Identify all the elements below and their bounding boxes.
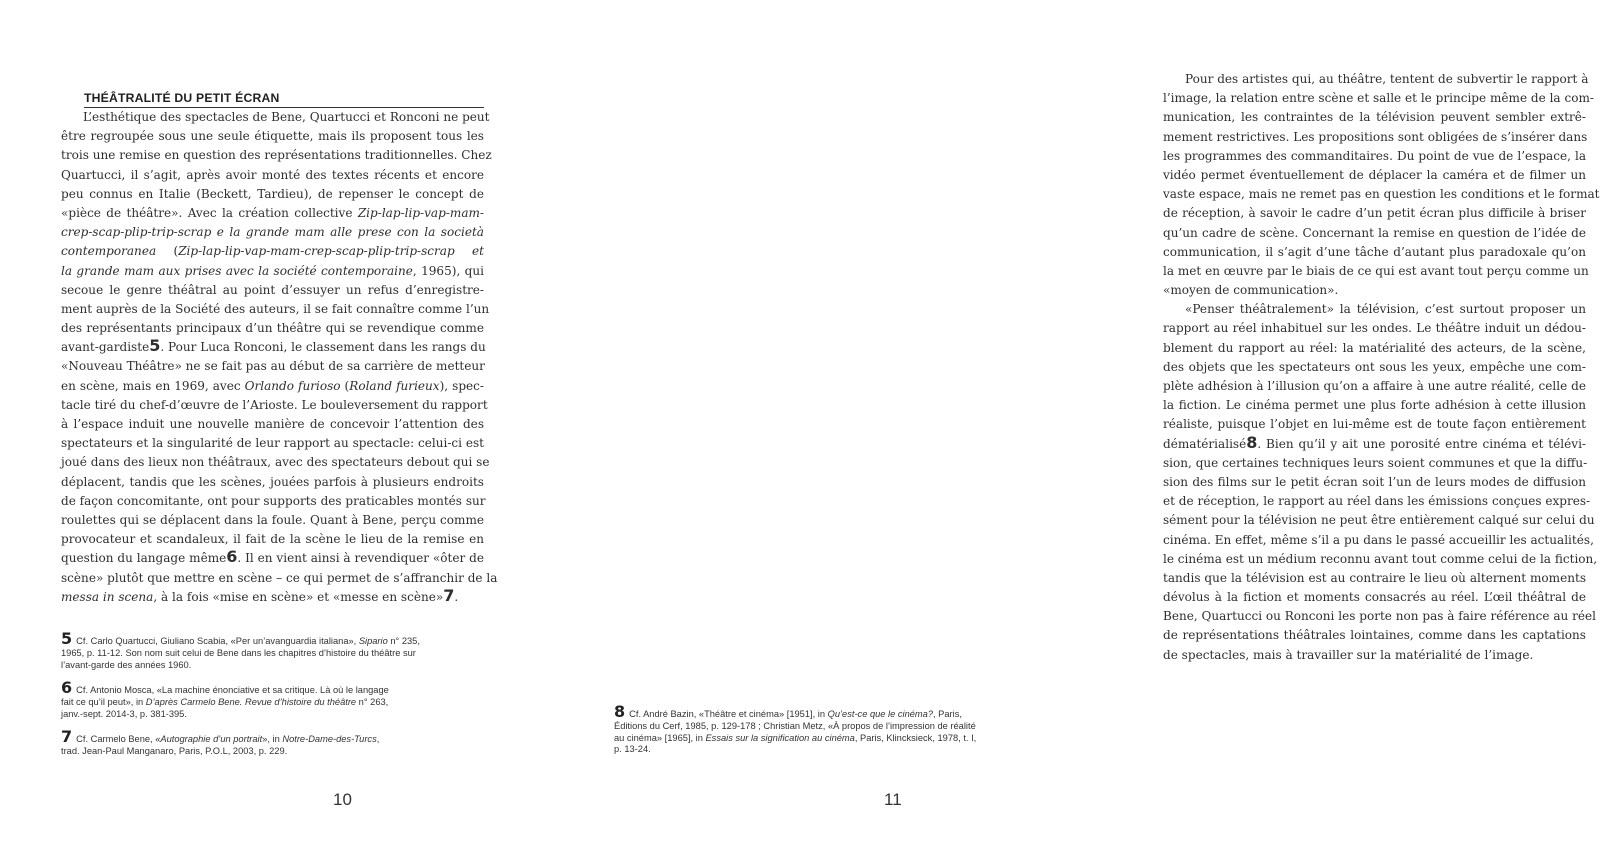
text-line: tandis que la télévision est au contraire le lieu où alternent moments xyxy=(1163,570,1586,585)
text-line: Quartucci, il s’agit, après avoir monté des textes récents et encore xyxy=(61,167,484,182)
text-line: des représentants principaux d’un théâtre qui se revendique comme xyxy=(61,321,484,336)
text-line: sion, que certaines techniques leurs soient communes et que la diffu- xyxy=(1163,455,1588,470)
footnote: 6 Cf. Antonio Mosca, «La machine énonciative et sa critique. Là où le langage fait ce qu’il peut», in D’après Carmelo Bene. Revue d’histoire du théâtre n° 263, janv.-sept. 2014-3, p. 381-395. xyxy=(61,678,389,719)
text-line: «moyen de communication». xyxy=(1163,283,1339,298)
text-line: des objets que les spectateurs ont sous les yeux, empêche une com- xyxy=(1163,359,1586,374)
text-line: munication, les contraintes de la télévision peuvent sembler extrê- xyxy=(1163,110,1586,125)
text-line: sion des films sur le petit écran soit l’un de leurs modes de diffusion xyxy=(1163,474,1586,489)
page-number: 11 xyxy=(884,790,902,809)
left-body-text xyxy=(61,108,498,607)
section-heading: THÉÂTRALITÉ DU PETIT ÉCRAN xyxy=(84,91,484,108)
text-line: trois une remise en question des représentations traditionnelles. Chez xyxy=(61,148,492,163)
text-line: peu connus en Italie (Beckett, Tardieu), de repenser le concept de xyxy=(61,186,484,201)
text-line: Pour des artistes qui, au théâtre, tentent de subvertir le rapport à xyxy=(1185,72,1589,86)
footnote-number: 7 xyxy=(61,727,73,746)
text-line: dématérialisé8. Bien qu’il y ait une porosité entre cinéma et télévi- xyxy=(1163,432,1586,452)
text-line: et de réception, le rapport au réel dans les émissions conçues expres- xyxy=(1163,494,1591,509)
text-line: vidéo permet éventuellement de déplacer la caméra et de filmer un xyxy=(1163,167,1586,182)
text-line: ment auprès de la Société des auteurs, il se fait connaître comme l’un xyxy=(61,301,490,316)
text-line: réaliste, puisque l’objet en lui-même est de toute façon entièrement xyxy=(1163,417,1586,432)
text-line: la met en œuvre par le biais de ce qui est avant tout perçu comme un xyxy=(1163,263,1589,278)
right-page xyxy=(549,0,1600,858)
text-line: en scène, mais en 1969, avec Orlando furioso (Roland furieux), spec- xyxy=(61,378,484,393)
text-line: à l’espace induit une nouvelle manière de concevoir l’attention des xyxy=(61,417,484,431)
text-line: L’esthétique des spectacles de Bene, Quartucci et Ronconi ne peut xyxy=(83,110,490,124)
page-number: 10 xyxy=(333,790,352,809)
text-line: Bene, Quartucci ou Ronconi les porte non pas à faire référence au réel xyxy=(1163,609,1596,624)
text-line: vaste espace, mais ne remet pas en question les conditions et le format xyxy=(1163,187,1600,202)
text-line: cinéma. En effet, même s’il a pu dans le passé accueillir les actualités, xyxy=(1163,532,1594,547)
text-line: les programmes des commanditaires. Du point de vue de l’espace, la xyxy=(1163,148,1586,163)
text-line: «Nouveau Théâtre» ne se fait pas au début de sa carrière de metteur xyxy=(61,359,485,374)
text-line: le cinéma est un médium reconnu avant tout comme celui de la fiction, xyxy=(1163,551,1598,566)
text-line: de réception, à savoir le cadre d’un petit écran plus difficile à briser xyxy=(1163,206,1586,221)
footnote: 5 Cf. Carlo Quartucci, Giuliano Scabia, «Per un’avanguardia italiana», Sipario n° 235, 1965, p. 11-12. Son nom suit celui de Bene dans les chapitres d’histoire du théâtre sur l’avant-garde des années 1960. xyxy=(61,629,420,670)
note-reference: 7 xyxy=(443,585,455,605)
text-line: rapport au réel inhabituel sur les ondes. Le théâtre induit un dédou- xyxy=(1163,321,1586,336)
footnote-number: 8 xyxy=(614,702,626,721)
text-line: provocateur et scandaleux, il fait de la scène le lieu de la remise en xyxy=(61,532,484,547)
text-line: secoue le genre théâtral au point d’essuyer un refus d’enregistre- xyxy=(61,282,484,297)
note-reference: 5 xyxy=(149,336,161,356)
footnote-number: 5 xyxy=(61,629,73,648)
text-line: tacle tiré du chef-d’œuvre de l’Arioste. Le bouleversement du rapport xyxy=(61,397,488,412)
text-line: «pièce de théâtre». Avec la création collective Zip-lap-lip-vap-mam- xyxy=(61,205,484,220)
text-line: communication, il s’agit d’une tâche d’autant plus paradoxale qu’on xyxy=(1163,244,1586,259)
text-line: l’image, la relation entre scène et salle et le principe même de la com- xyxy=(1163,91,1594,106)
text-line: dévolus à la fiction et moments consacrés au réel. L’œil théâtral de xyxy=(1163,590,1586,605)
footnote: 8 Cf. André Bazin, «Théâtre et cinéma» [1951], in Qu’est-ce que le cinéma?, Paris, Éditions du Cerf, 1985, p. 129-178 ; Christian Metz, «À propos de l’impression de réalité au cinéma» [1965], in Essais sur la signification au cinéma, Paris, Klincksieck, 1978, t. I, p. 13-24. xyxy=(614,702,977,755)
text-line: scène» plutôt que mettre en scène – ce qui permet de s’affranchir de la xyxy=(61,570,498,585)
text-line: «Penser théâtralement» la télévision, c’est surtout proposer un xyxy=(1185,302,1586,317)
text-line: messa in scena, à la fois «mise en scène» et «messe en scène»7. xyxy=(61,585,459,605)
text-line: crep-scap-plip-trip-scrap e la grande mam alle prese con la società xyxy=(61,225,484,240)
text-line: être regroupée sous une seule étiquette, mais ils proposent tous les xyxy=(61,129,484,144)
text-line: blement du rapport au réel: la matérialité des acteurs, de la scène, xyxy=(1163,340,1586,355)
text-line: joué dans des lieux non théâtraux, avec des spectateurs debout qui se xyxy=(61,455,490,470)
text-line: roulettes qui se déplacent dans la foule. Quant à Bene, perçu comme xyxy=(61,512,484,527)
text-line: la grande mam aux prises avec la société contemporaine, 1965), qui xyxy=(61,263,485,278)
text-line: de façon concomitante, ont pour supports des praticables montés sur xyxy=(61,493,486,508)
text-line: plète adhésion à l’illusion qu’on a affaire à une autre réalité, celle de xyxy=(1163,379,1586,393)
right-body-text xyxy=(1163,70,1600,665)
text-line: de spectacles, mais à travailler sur la matérialité de l’image. xyxy=(1163,647,1534,662)
note-reference: 6 xyxy=(226,547,238,567)
text-line: sément pour la télévision ne peut être entièrement calqué sur celui du xyxy=(1163,513,1595,528)
text-line: spectateurs et la singularité de leur rapport au spectacle: celui-ci est xyxy=(61,436,484,451)
text-line: question du langage même6. Il en vient ainsi à revendiquer «ôter de xyxy=(61,547,484,567)
left-page xyxy=(0,0,549,858)
footnote-number: 6 xyxy=(61,678,73,697)
text-line: déplacent, tandis que les scènes, jouées parfois à plusieurs endroits xyxy=(61,474,484,489)
text-line: mement restrictives. Les propositions sont obligées de s’insérer dans xyxy=(1163,129,1588,144)
text-line: la fiction. Le cinéma permet une plus forte adhésion à cette illusion xyxy=(1163,398,1586,413)
footnote: 7 Cf. Carmelo Bene, «Autographie d’un portrait», in Notre-Dame-des-Turcs, trad. Jean-Paul Manganaro, Paris, P.O.L, 2003, p. 229. xyxy=(61,727,380,756)
text-line: contemporanea (Zip-lap-lip-vap-mam-crep-scap-plip-trip-scrap et xyxy=(61,244,485,259)
text-line: avant-gardiste5. Pour Luca Ronconi, le classement dans les rangs du xyxy=(61,336,486,356)
note-reference: 8 xyxy=(1246,432,1258,452)
text-line: de représentations théâtrales lointaines, comme dans les captations xyxy=(1163,628,1586,643)
text-line: qu’un cadre de scène. Concernant la remise en question de l’idée de xyxy=(1163,225,1586,240)
